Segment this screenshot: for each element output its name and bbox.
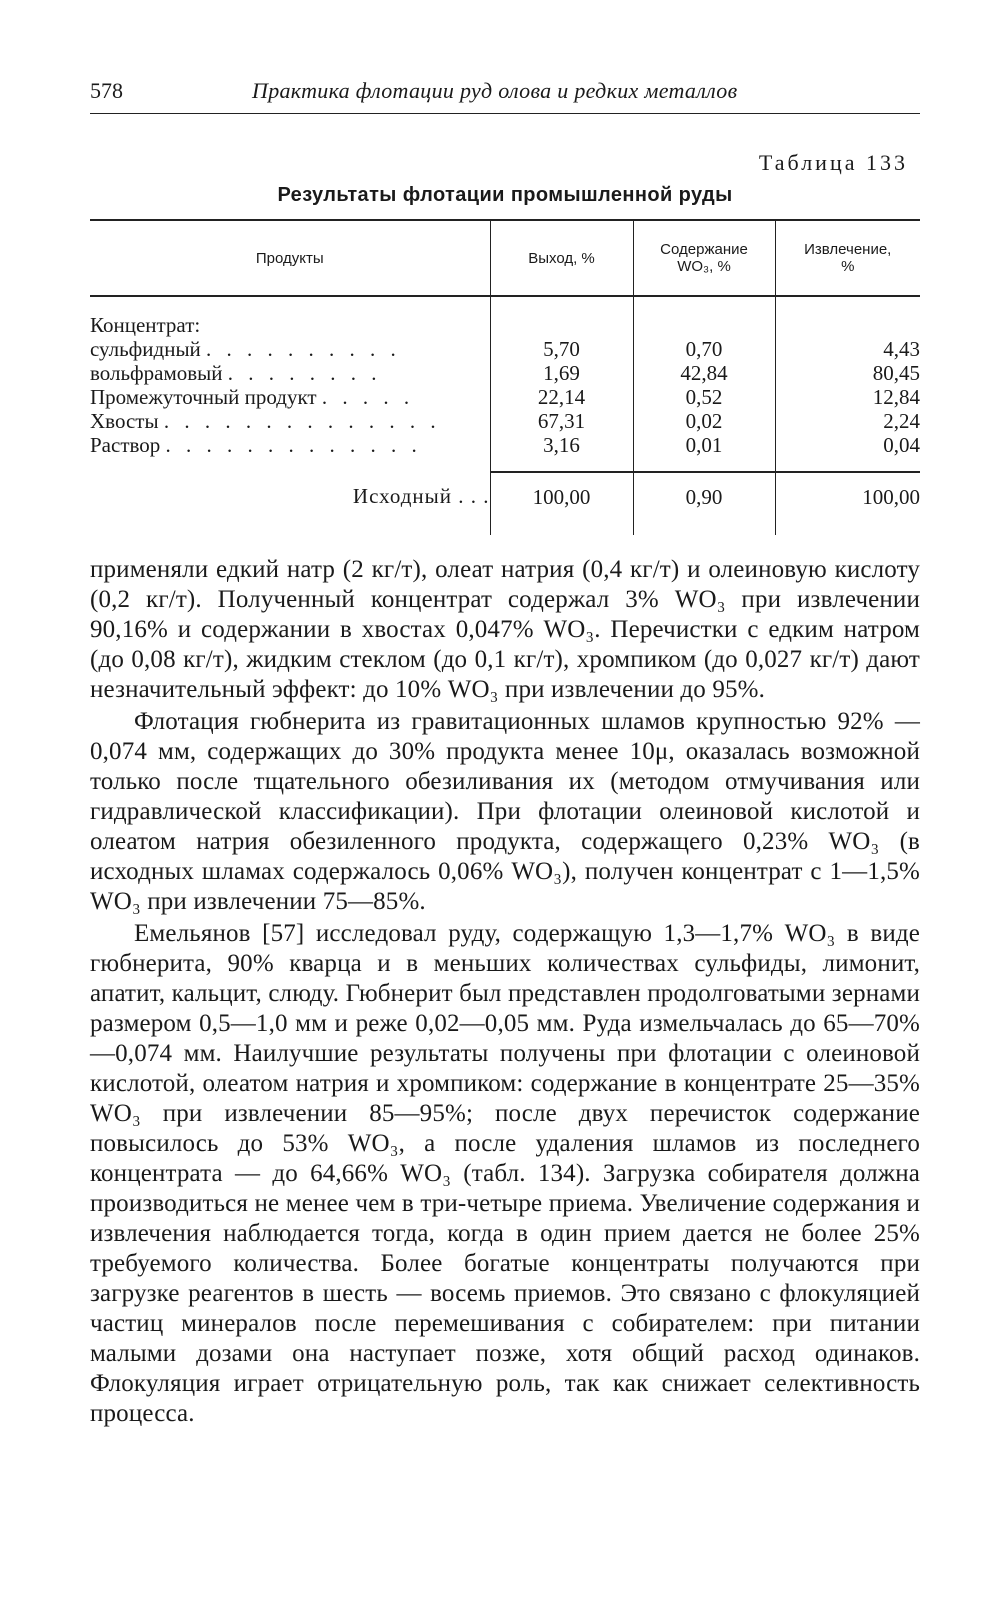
total-content: 0,90	[633, 472, 775, 535]
table-spacer	[90, 296, 920, 311]
paragraph-hubnerite-slimes: Флотация гюбнерита из гравитационных шламов крупностью 92% —0,074 мм, содержащих до 30% продукта менее 10μ, оказалась возможной только после тщательного обезиливания их (методом отмучивания или гидравлической классификации). При флотации олеиновой кислотой и олеатом натрия обезиленного продукта, содержащего 0,23% WO₃ (в исходных шламах содержалось 0,06% WO₃), получен концентрат с 1—1,5% WO₃ при извлечении 75—85%.	[90, 708, 920, 915]
table-group-row	[90, 311, 920, 337]
table-row	[90, 361, 920, 385]
header-rule	[90, 113, 920, 114]
row-name: сульфидный . . . . . . . . . .	[90, 337, 401, 361]
row-yield: 1,69	[490, 361, 633, 385]
table-title: Результаты флотации промышленной руды	[277, 184, 733, 206]
row-name: Раствор . . . . . . . . . . . . .	[90, 433, 422, 457]
running-header	[90, 78, 920, 112]
table-row	[90, 337, 920, 361]
column-header-recovery-line2: %	[841, 258, 855, 275]
row-recovery: 0,04	[775, 433, 920, 457]
row-recovery: 2,24	[775, 409, 920, 433]
row-name: Хвосты . . . . . . . . . . . . . .	[90, 409, 441, 433]
column-header-content	[633, 220, 775, 296]
row-recovery: 4,43	[775, 337, 920, 361]
row-content: 0,70	[633, 337, 775, 361]
table-spacer	[90, 457, 920, 472]
group-label: Концентрат:	[90, 313, 201, 337]
row-content: 0,52	[633, 385, 775, 409]
running-title: Практика флотации руд олова и редких металлов	[252, 78, 738, 103]
row-recovery: 12,84	[775, 385, 920, 409]
column-header-content-line2: WO₃, %	[677, 258, 731, 275]
row-content: 0,02	[633, 409, 775, 433]
total-yield: 100,00	[490, 472, 633, 535]
total-recovery: 100,00	[775, 472, 920, 535]
book-page	[90, 78, 920, 1429]
column-header-content-line1: Содержание	[660, 241, 748, 258]
results-table	[90, 219, 920, 535]
row-content: 42,84	[633, 361, 775, 385]
column-header-yield: Выход, %	[490, 220, 633, 296]
page-number: 578	[90, 78, 123, 103]
table-header-row	[90, 220, 920, 296]
row-yield: 3,16	[490, 433, 633, 457]
table-row	[90, 409, 920, 433]
row-content: 0,01	[633, 433, 775, 457]
column-header-product: Продукты	[90, 220, 490, 296]
body-text	[90, 555, 920, 1429]
table-total-row	[90, 472, 920, 535]
row-recovery: 80,45	[775, 361, 920, 385]
paragraph-continuation: применяли едкий натр (2 кг/т), олеат натрия (0,4 кг/т) и олеиновую кислоту (0,2 кг/т). Полученный концентрат содержал 3% WO₃ при извлечении 90,16% и содержании в хвостах 0,047% WO₃. Перечистки с едким натром (до 0,08 кг/т), жидким стеклом (до 0,1 кг/т), хромпиком (до 0,027 кг/т) дают незначительный эффект: до 10% WO₃ при извлечении до 95%.	[90, 556, 920, 703]
table-number: Таблица 133	[758, 150, 908, 175]
total-label: Исходный . . .	[352, 484, 490, 508]
paragraph-emelyanov: Емельянов [57] исследовал руду, содержащую 1,3—1,7% WO₃ в виде гюбнерита, 90% кварца и в меньших количествах сульфиды, лимонит, апатит, кальцит, слюду. Гюбнерит был представлен продолговатыми зернами размером 0,5—1,0 мм и реже 0,02—0,05 мм. Руда измельчалась до 65—70% —0,074 мм. Наилучшие результаты получены при флотации с олеиновой кислотой, олеатом натрия и хромпиком: содержание в концентрате 25—35% WO₃ при извлечении 85—95%; после двух перечисток содержание повысилось до 53% WO₃, а после удаления шламов из последнего концентрата — до 64,66% WO₃ (табл. 134). Загрузка собирателя должна производиться не менее чем в три-четыре приема. Увеличение содержания и извлечения наблюдается тогда, когда в один прием дается не более 25% требуемого количества. Более богатые концентраты получаются при загрузке реагентов в шесть — восемь приемов. Это связано с флокуляцией частиц минералов после перемешивания с собирателем: при питании малыми дозами она наступает позже, хотя общий расход одинаков. Флокуляция играет отрицательную роль, так как снижает селективность процесса.	[90, 920, 920, 1427]
row-name: Промежуточный продукт . . . . .	[90, 385, 415, 409]
row-yield: 22,14	[490, 385, 633, 409]
row-yield: 67,31	[490, 409, 633, 433]
table-row	[90, 385, 920, 409]
column-header-recovery	[775, 220, 920, 296]
column-header-recovery-line1: Извлечение,	[804, 241, 892, 258]
row-yield: 5,70	[490, 337, 633, 361]
table-row	[90, 433, 920, 457]
row-name: вольфрамовый . . . . . . . .	[90, 361, 382, 385]
